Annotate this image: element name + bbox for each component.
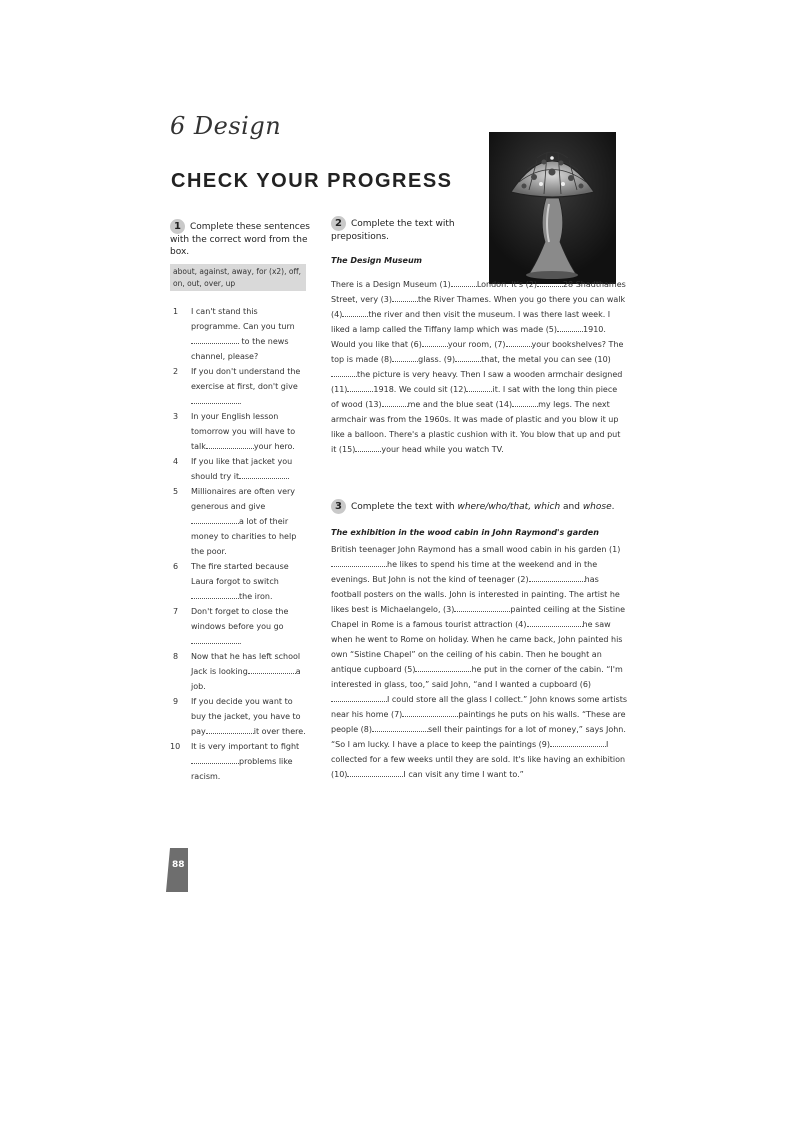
- answer-blank[interactable]: [550, 737, 606, 747]
- museum-text-title: The Design Museum: [331, 256, 423, 265]
- answer-blank[interactable]: [392, 352, 418, 362]
- exercise3-number: 3: [331, 499, 346, 514]
- page-number-tab: [166, 848, 188, 892]
- exercise3-instruction-end: .: [611, 502, 615, 512]
- unit-title: 6 Design: [170, 112, 282, 140]
- answer-blank[interactable]: [347, 382, 373, 392]
- exercise1-item-number: 6: [173, 562, 179, 571]
- word-box: about, against, away, for (x2), off, on, out, over, up: [170, 264, 306, 291]
- answer-blank[interactable]: [191, 334, 239, 344]
- exercise1-item: [170, 739, 308, 784]
- exercise1-item-number: 9: [173, 697, 179, 706]
- exercise1-item-number: 10: [170, 742, 181, 751]
- exercise1-item-text: The fire started because Laura forgot to switch: [191, 562, 289, 586]
- museum-segment: 1910. Would you like that (6): [331, 325, 606, 349]
- exercise1-item-number: 8: [173, 652, 179, 661]
- exercise3-instruction-prefix: Complete the text with: [351, 502, 458, 512]
- answer-blank[interactable]: [537, 277, 563, 287]
- museum-text: [331, 277, 627, 457]
- museum-segment: the picture is very heavy. Then I saw a wooden armchair designed (11): [331, 370, 623, 394]
- answer-blank[interactable]: [191, 394, 239, 404]
- exercise1-item-number: 4: [173, 457, 179, 466]
- exercise1-item-text: a job.: [191, 667, 301, 691]
- answer-blank[interactable]: [454, 602, 510, 612]
- answer-blank[interactable]: [392, 292, 418, 302]
- exercise1-item-text: .: [287, 472, 290, 481]
- answer-blank[interactable]: [206, 724, 254, 734]
- exercise1-item: [170, 364, 308, 409]
- exercise1-instruction-text: Complete these sentences with the correct word from the box.: [170, 222, 310, 257]
- exercise1-item: [170, 409, 308, 454]
- answer-blank[interactable]: [331, 557, 387, 567]
- exercise3-instruction: [331, 499, 631, 514]
- museum-segment: 28 Shadthames Street, very (3): [331, 280, 626, 304]
- answer-blank[interactable]: [455, 352, 481, 362]
- exercise1-item-text: If you decide you want to buy the jacket, you have to pay: [191, 697, 301, 736]
- answer-blank[interactable]: [239, 469, 287, 479]
- exercise1-item-text: In your English lesson tomorrow you will have to talk: [191, 412, 296, 451]
- answer-blank[interactable]: [422, 337, 448, 347]
- answer-blank[interactable]: [402, 707, 458, 717]
- exercise1-item: [170, 649, 308, 694]
- museum-segment: my legs. The next armchair was from the 1960s. It was made of plastic and you blow it up like a balloon. There's a plastic cushion with it. You blow that up and put it (15): [331, 400, 621, 454]
- page-number: 88: [172, 860, 185, 870]
- cabin-segment: I collected for a few weeks until they are sold. It's like having an exhibition (10): [331, 740, 626, 779]
- exercise1-item-text: a lot of their money to charities to help the poor.: [191, 517, 297, 556]
- exercise1-item-text: it over there.: [253, 727, 306, 736]
- exercise3-instruction-and: and: [560, 502, 583, 512]
- exercise1-item-text: your hero.: [253, 442, 295, 451]
- exercise1-item-number: 2: [173, 367, 179, 376]
- exercise1-item-number: 3: [173, 412, 179, 421]
- exercise2-number: 2: [331, 216, 346, 231]
- cabin-segment: he likes to spend his time at the weekend and in the evenings. But John is not the kind of teenager (2): [331, 560, 598, 584]
- exercise1-item-text: problems like racism.: [191, 757, 293, 781]
- museum-segment: glass. (9): [418, 355, 456, 364]
- answer-blank[interactable]: [331, 367, 357, 377]
- answer-blank[interactable]: [527, 617, 583, 627]
- exercise1-item-text: Now that he has left school Jack is looking: [191, 652, 301, 676]
- answer-blank[interactable]: [191, 514, 239, 524]
- answer-blank[interactable]: [191, 754, 239, 764]
- answer-blank[interactable]: [347, 767, 403, 777]
- exercise1-item-text: .: [239, 637, 242, 646]
- answer-blank[interactable]: [206, 439, 254, 449]
- exercise1-item-text: the iron.: [239, 592, 273, 601]
- lamp-photo: [489, 132, 616, 284]
- exercise2-instruction-text: Complete the text with prepositions.: [331, 219, 455, 242]
- exercise1-item-text: If you like that jacket you should try it: [191, 457, 293, 481]
- answer-blank[interactable]: [415, 662, 471, 672]
- answer-blank[interactable]: [331, 692, 387, 702]
- answer-blank[interactable]: [342, 307, 368, 317]
- exercise1-item: [170, 484, 308, 559]
- cabin-segment: paintings he puts on his walls. “These are people (8): [331, 710, 626, 734]
- answer-blank[interactable]: [529, 572, 585, 582]
- exercise1-item-text: If you don't understand the exercise at first, don't give: [191, 367, 301, 391]
- exercise3-instruction-words: where/who/that, which: [457, 502, 561, 512]
- museum-segment: There is a Design Museum (1): [331, 280, 451, 289]
- answer-blank[interactable]: [466, 382, 492, 392]
- page-title: CHECK YOUR PROGRESS: [171, 170, 453, 192]
- answer-blank[interactable]: [191, 589, 239, 599]
- cabin-segment: British teenager John Raymond has a small wood cabin in his garden (1): [331, 545, 621, 554]
- exercise1-item-text: It is very important to fight: [191, 742, 300, 751]
- answer-blank[interactable]: [512, 397, 538, 407]
- answer-blank[interactable]: [451, 277, 477, 287]
- exercise2-instruction: [331, 216, 471, 243]
- exercise1-item-text: I can't stand this programme. Can you turn: [191, 307, 295, 331]
- exercise1-item: [170, 304, 308, 364]
- exercise1-item: [170, 694, 308, 739]
- museum-segment: 1918. We could sit (12): [373, 385, 467, 394]
- exercise1-item-number: 5: [173, 487, 179, 496]
- cabin-text: [331, 542, 627, 782]
- exercise1-item-text: .: [239, 397, 242, 406]
- exercise1-item-number: 7: [173, 607, 179, 616]
- exercise1-instruction: [170, 219, 310, 258]
- exercise1-items: [170, 304, 308, 784]
- answer-blank[interactable]: [557, 322, 583, 332]
- cabin-segment: he put in the corner of the cabin. “I'm interested in glass, too,” said John, “and I wanted a cupboard (6): [331, 665, 623, 689]
- exercise1-item: [170, 559, 308, 604]
- cabin-segment: sell their paintings for a lot of money,” says John. “So I am lucky. I have a place to keep the paintings (9): [331, 725, 626, 749]
- cabin-segment: I could store all the glass I collect.” John knows some artists near his home (7): [331, 695, 627, 719]
- answer-blank[interactable]: [355, 442, 381, 452]
- exercise1-item-number: 1: [173, 307, 179, 316]
- exercise1-item: [170, 454, 308, 484]
- museum-segment: your room, (7): [447, 340, 506, 349]
- museum-segment: London. It's (2): [476, 280, 537, 289]
- museum-segment: it. I sat with the long thin piece of wood (13): [331, 385, 618, 409]
- exercise1-item-text: Don't forget to close the windows before you go: [191, 607, 289, 631]
- answer-blank[interactable]: [248, 664, 296, 674]
- answer-blank[interactable]: [382, 397, 408, 407]
- exercise1-item-text: Millionaires are often very generous and give: [191, 487, 296, 511]
- exercise1-item: [170, 604, 308, 649]
- exercise1-number: 1: [170, 219, 185, 234]
- cabin-segment: I can visit any time I want to.”: [403, 770, 524, 779]
- museum-segment: the River Thames. When you go there you can walk (4): [331, 295, 626, 319]
- museum-segment: me and the blue seat (14): [407, 400, 513, 409]
- exercise3-instruction-whose: whose: [582, 502, 612, 512]
- answer-blank[interactable]: [506, 337, 532, 347]
- museum-segment: that, the metal you can see (10): [481, 355, 611, 364]
- exercise1-item-text: to the news channel, please?: [191, 337, 289, 361]
- cabin-segment: has football posters on the walls. John is interested in painting. The artist he likes best is Michaelangelo, (3): [331, 575, 620, 614]
- museum-segment: your bookshelves? The top is made (8): [331, 340, 624, 364]
- museum-segment: your head while you watch TV.: [381, 445, 504, 454]
- museum-segment: the river and then visit the museum. I was there last week. I liked a lamp called the Tiffany lamp which was made (5): [331, 310, 611, 334]
- cabin-segment: painted ceiling at the Sistine Chapel in Rome is a famous tourist attraction (4): [331, 605, 626, 629]
- answer-blank[interactable]: [372, 722, 428, 732]
- cabin-segment: he saw when he went to Rome on holiday. When he came back, John painted his own “Sistine Chapel” on the ceiling of his cabin. Then he bought an antique cupboard (5): [331, 620, 623, 674]
- answer-blank[interactable]: [191, 634, 239, 644]
- cabin-text-title: The exhibition in the wood cabin in John Raymond's garden: [331, 528, 599, 537]
